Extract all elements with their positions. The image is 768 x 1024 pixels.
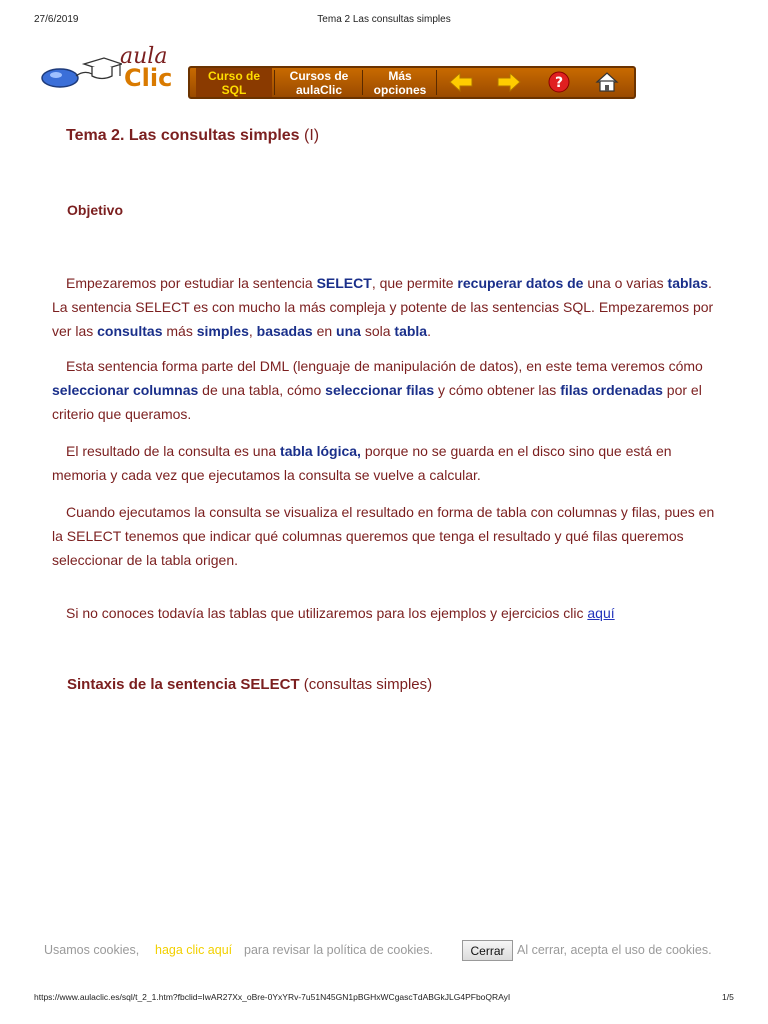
keyword: filas ordenadas bbox=[560, 382, 663, 398]
keyword: recuperar datos de bbox=[457, 275, 584, 291]
page-title-suffix: (I) bbox=[299, 127, 320, 144]
text: más bbox=[162, 323, 197, 339]
logo-clic-text: Clic bbox=[124, 64, 173, 92]
cookie-text-middle: para revisar la política de cookies. bbox=[244, 943, 433, 957]
text: . bbox=[427, 323, 431, 339]
text: El resultado de la consulta es una bbox=[66, 443, 281, 459]
keyword: tablas bbox=[667, 275, 709, 291]
page-title-bold: Tema 2. Las consultas simples bbox=[66, 127, 300, 144]
sintaxis-bold: Sintaxis de la sentencia SELECT bbox=[67, 676, 300, 693]
print-url: https://www.aulaclic.es/sql/t_2_1.htm?fbclid=IwAR27Xx_oBre-0YxYRv-7u51N45GN1pBGHxWCgascTdABGkJLG4PFboQRAyI bbox=[34, 992, 511, 1002]
paragraph-tabla-logica bbox=[52, 439, 722, 487]
keyword: una bbox=[336, 323, 361, 339]
cookie-text-after: Al cerrar, acepta el uso de cookies. bbox=[517, 943, 712, 957]
keyword: seleccionar columnas bbox=[52, 382, 199, 398]
print-footer bbox=[0, 992, 768, 1006]
home-icon[interactable] bbox=[594, 71, 620, 93]
arrow-left-icon[interactable] bbox=[448, 71, 474, 93]
nav-curso-sql[interactable] bbox=[196, 68, 272, 97]
nav-label-line1: Curso de bbox=[207, 69, 260, 83]
text: Esta sentencia forma parte del DML (lenguaje de manipulación de datos), en este tema veremos cómo bbox=[66, 358, 703, 374]
sintaxis-suffix: (consultas simples) bbox=[299, 676, 433, 693]
cookie-notice bbox=[0, 940, 768, 962]
text: en bbox=[312, 323, 337, 339]
page-title bbox=[66, 127, 319, 145]
objetivo-heading: Objetivo bbox=[67, 202, 124, 218]
keyword: consultas bbox=[97, 323, 163, 339]
print-date: 27/6/2019 bbox=[34, 14, 79, 25]
text: por el criterio que queramos. bbox=[52, 382, 702, 422]
help-icon[interactable] bbox=[546, 71, 572, 93]
text: . La sentencia SELECT es con mucho la más compleja y potente de las sentencias SQL. Empezaremos por ver las bbox=[52, 275, 714, 339]
text: una o varias bbox=[583, 275, 668, 291]
text: Empezaremos por estudiar la sentencia bbox=[66, 275, 317, 291]
print-header bbox=[0, 14, 768, 28]
aqui-link[interactable]: aquí bbox=[587, 605, 615, 621]
keyword: tabla lógica, bbox=[280, 443, 361, 459]
paragraph-tablas-link bbox=[52, 601, 722, 625]
nav-label-line2: aulaClic bbox=[295, 83, 343, 97]
paragraph-intro bbox=[52, 271, 722, 343]
paragraph-dml bbox=[52, 354, 722, 426]
top-navigation-bar bbox=[188, 66, 636, 99]
aulaclic-logo[interactable] bbox=[38, 46, 172, 96]
keyword: SELECT bbox=[316, 275, 372, 291]
print-doc-title: Tema 2 Las consultas simples bbox=[317, 14, 451, 25]
svg-text:?: ? bbox=[554, 75, 564, 91]
nav-label-line1: Más bbox=[388, 69, 412, 83]
text: porque no se guarda en el disco sino que está en memoria y cada vez que ejecutamos la consulta se vuelve a calcular. bbox=[52, 443, 672, 483]
nav-divider bbox=[274, 70, 275, 95]
nav-mas-opciones[interactable] bbox=[366, 68, 434, 97]
keyword: tabla bbox=[394, 323, 428, 339]
nav-cursos-aulaclic[interactable] bbox=[278, 68, 360, 97]
arrow-right-icon[interactable] bbox=[496, 71, 522, 93]
text: y cómo obtener las bbox=[434, 382, 561, 398]
keyword: basadas bbox=[256, 323, 313, 339]
nav-label-line2: opciones bbox=[373, 83, 427, 97]
print-page-number: 1/5 bbox=[722, 992, 734, 1002]
keyword: simples bbox=[196, 323, 249, 339]
text: Si no conoces todavía las tablas que utilizaremos para los ejemplos y ejercicios clic bbox=[66, 605, 588, 621]
nav-divider bbox=[362, 70, 363, 95]
text: de una tabla, cómo bbox=[198, 382, 326, 398]
text: , bbox=[248, 323, 257, 339]
cookie-text-before: Usamos cookies, bbox=[44, 943, 140, 957]
paragraph-resultado: Cuando ejecutamos la consulta se visualiza el resultado en forma de tabla con columnas y filas, pues en la SELECT tenemos que indicar qué columnas queremos que tenga el resultado y qué filas queremos seleccionar de la tabla origen. bbox=[52, 504, 715, 568]
nav-divider bbox=[436, 70, 437, 95]
text: sola bbox=[360, 323, 395, 339]
nav-label-line1: Cursos de bbox=[289, 69, 349, 83]
sintaxis-heading[interactable] bbox=[67, 676, 432, 693]
cookie-close-button[interactable]: Cerrar bbox=[462, 940, 513, 961]
nav-label-line2: SQL bbox=[221, 83, 247, 97]
keyword: seleccionar filas bbox=[325, 382, 435, 398]
cookie-policy-link[interactable]: haga clic aquí bbox=[155, 943, 233, 957]
mouse-graduation-cap-icon bbox=[38, 54, 122, 94]
logo-aula-text: aula bbox=[120, 44, 168, 69]
text: , que permite bbox=[371, 275, 458, 291]
